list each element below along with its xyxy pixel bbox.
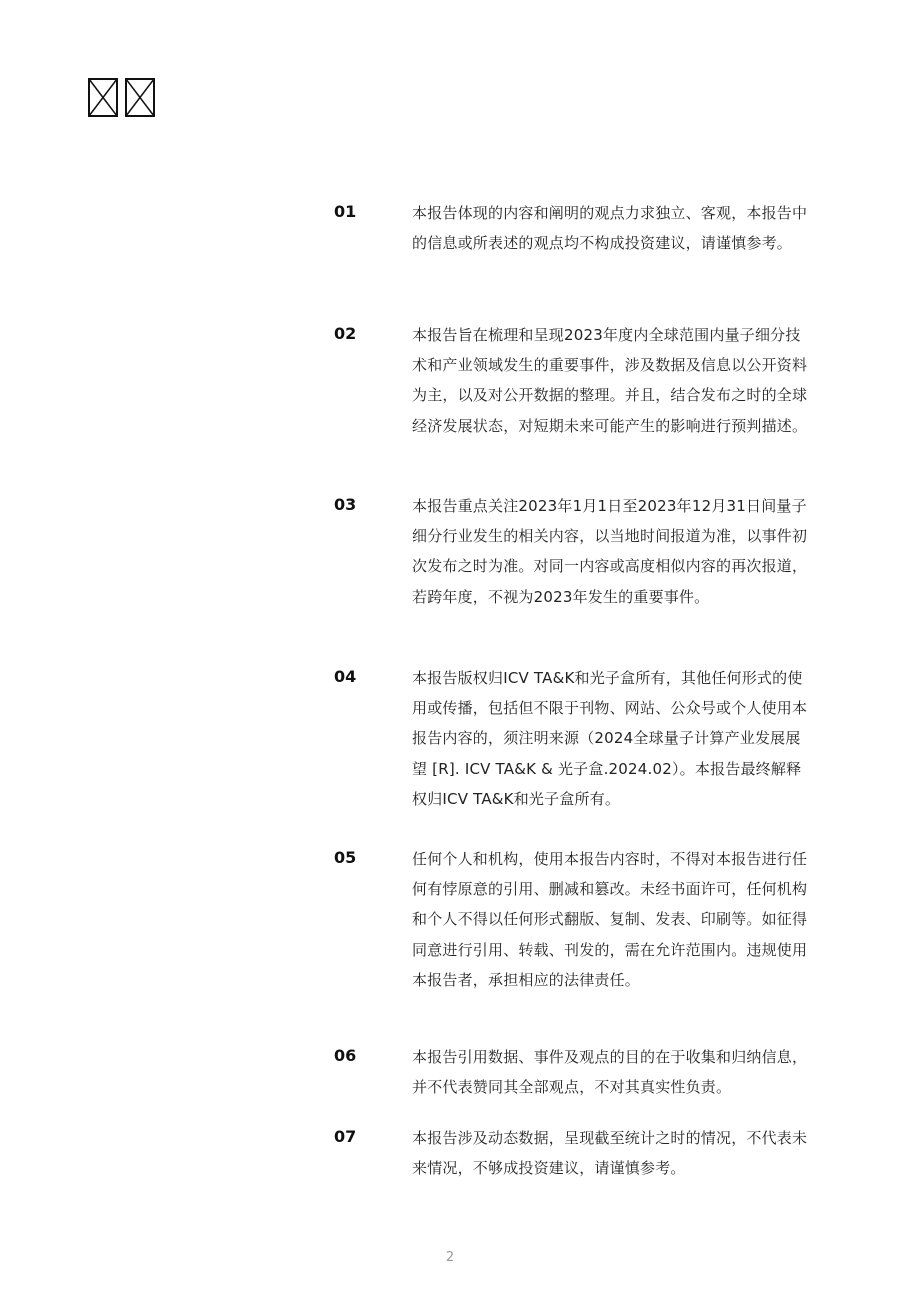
item-text: 本报告重点关注2023年1月1日至2023年12月31日间量子细分行业发生的相关内容，以当地时间报道为准，以事件初次发布之时为准。对同一内容或高度相似内容的再次报道，若跨年度，不视为2023年发生的重要事件。 <box>412 497 808 606</box>
item-number: 02 <box>334 324 357 343</box>
item-number: 04 <box>334 667 357 686</box>
item-text: 本报告体现的内容和阐明的观点力求独立、客观，本报告中的信息或所表述的观点均不构成投资建议，请谨慎参考。 <box>412 204 808 253</box>
item-number: 01 <box>334 202 357 221</box>
item-text: 本报告涉及动态数据，呈现截至统计之时的情况，不代表未来情况，不够成投资建议，请谨慎参考。 <box>412 1129 808 1178</box>
item-text: 本报告旨在梳理和呈现2023年度内全球范围内量子细分技术和产业领域发生的重要事件，涉及数据及信息以公开资料为主，以及对公开数据的整理。并且，结合发布之时的全球经济发展状态，对短期未来可能产生的影响进行预判描述。 <box>412 326 808 435</box>
missing-glyph-icon <box>88 78 118 117</box>
page-title <box>88 78 155 117</box>
page-number: 2 <box>445 1250 455 1265</box>
item-text: 本报告版权归ICV TA&K和光子盒所有，其他任何形式的使用或传播，包括但不限于刊物、网站、公众号或个人使用本报告内容的，须注明来源（2024全球量子计算产业发展展望 [R]. ICV TA&K & 光子盒.2024.02）。本报告最终解释权归ICV TA&K和光子盒所有。 <box>412 669 808 808</box>
item-number: 05 <box>334 848 357 867</box>
missing-glyph-icon <box>125 78 155 117</box>
item-number: 06 <box>334 1046 357 1065</box>
item-text: 本报告引用数据、事件及观点的目的在于收集和归纳信息，并不代表赞同其全部观点，不对其真实性负责。 <box>412 1048 808 1097</box>
item-text: 任何个人和机构，使用本报告内容时，不得对本报告进行任何有悖原意的引用、删减和篡改。未经书面许可，任何机构和个人不得以任何形式翻版、复制、发表、印刷等。如征得同意进行引用、转载、刊发的，需在允许范围内。违规使用本报告者，承担相应的法律责任。 <box>412 850 808 989</box>
item-number: 03 <box>334 495 357 514</box>
item-number: 07 <box>334 1127 357 1146</box>
